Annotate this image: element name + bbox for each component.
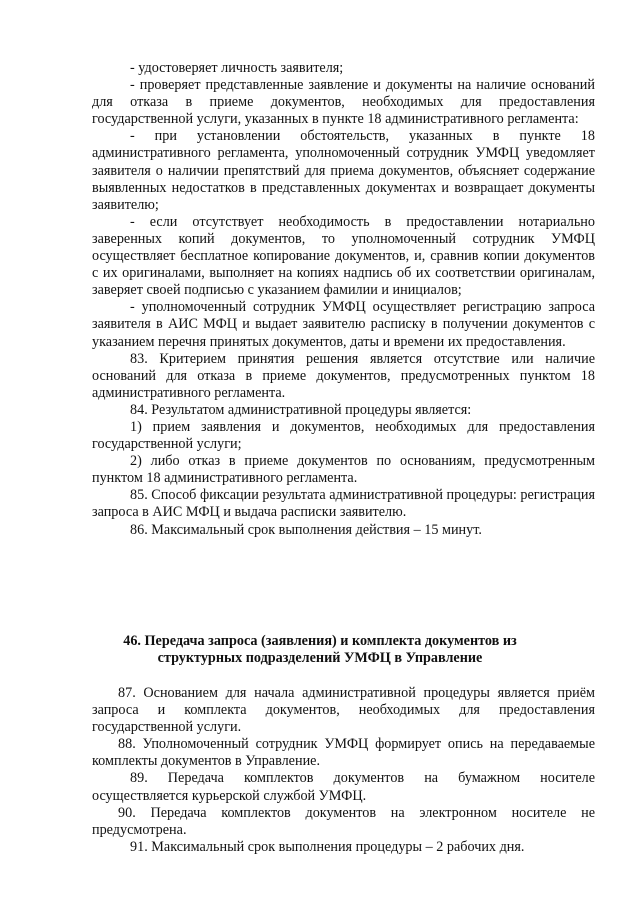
paragraph: 1) прием заявления и документов, необходимых для предоставления государственной услуги; bbox=[92, 418, 595, 453]
paragraph: - при установлении обстоятельств, указанных в пункте 18 административного регламента, уполномоченный сотрудник УМФЦ уведомляет заявителя о наличии препятствий для приема документов, объясняет содержание выявленных недостатков в представленных документах и возвращает документы заявителю; bbox=[92, 128, 595, 213]
paragraph: 90. Передача комплектов документов на электронном носителе не предусмотрена. bbox=[92, 804, 595, 838]
paragraph: 2) либо отказ в приеме документов по основаниям, предусмотренным пунктом 18 административного регламента. bbox=[92, 453, 595, 487]
procedure-steps-text bbox=[92, 60, 595, 539]
paragraph: 84. Результатом административной процедуры является: bbox=[130, 401, 472, 418]
section-46-text bbox=[92, 685, 595, 856]
paragraph: - проверяет представленные заявление и документы на наличие оснований для отказа в приеме документов, необходимых для предоставления государственной услуги, указанных в пункте 18 административного регламента: bbox=[92, 77, 595, 128]
paragraph: - если отсутствует необходимость в предоставлении нотариально заверенных копий документов, то уполномоченный сотрудник УМФЦ осуществляет бесплатное копирование документов, и, сравнив копии документов с их оригиналами, выполняет на копиях надпись об их соответствии оригиналам, заверяет своей подписью с указанием фамилии и инициалов; bbox=[92, 213, 595, 299]
paragraph: 91. Максимальный срок выполнения процедуры – 2 рабочих дня. bbox=[130, 838, 525, 855]
paragraph: - удостоверяет личность заявителя; bbox=[130, 60, 344, 76]
paragraph: 83. Критерием принятия решения является отсутствие или наличие оснований для отказа в приеме документов, предусмотренных пунктом 18 административного регламента. bbox=[92, 350, 595, 401]
paragraph: 88. Уполномоченный сотрудник УМФЦ формирует опись на передаваемые комплекты документов в Управление. bbox=[92, 736, 595, 770]
paragraph: 86. Максимальный срок выполнения действия – 15 минут. bbox=[130, 521, 482, 538]
paragraph: 87. Основанием для начала административной процедуры является приём запроса и комплекта документов, необходимых для предоставления государственной услуги. bbox=[92, 685, 595, 736]
paragraph: - уполномоченный сотрудник УМФЦ осуществляет регистрацию запроса заявителя в АИС МФЦ и выдает заявителю расписку в получении документов с указанием перечня принятых документов, даты и времени их предоставления. bbox=[92, 299, 595, 350]
section-heading: 46. Передача запроса (заявления) и комплекта документов из структурных подразделений УМФЦ в Управление bbox=[123, 633, 517, 667]
paragraph: 89. Передача комплектов документов на бумажном носителе осуществляется курьерской службой УМФЦ. bbox=[92, 770, 595, 804]
paragraph: 85. Способ фиксации результата административной процедуры: регистрация запроса в АИС МФЦ и выдача расписки заявителю. bbox=[92, 487, 595, 521]
